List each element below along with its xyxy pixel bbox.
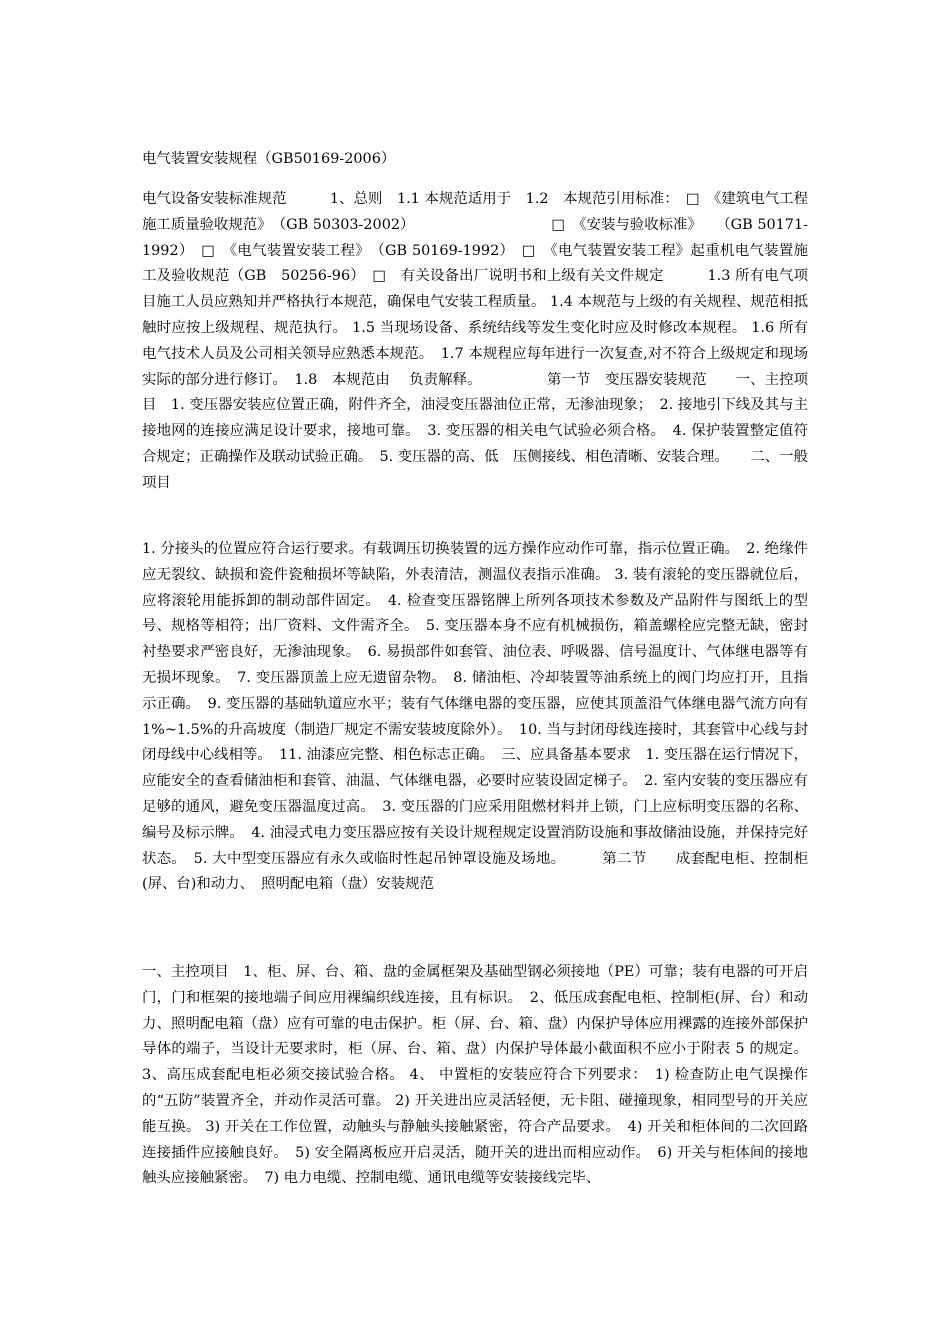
document-title: 电气装置安装规程（GB50169-2006） — [142, 151, 396, 167]
paragraph-switchgear-main-items: 一、主控项目 1、柜、屏、台、箱、盘的金属框架及基础型钢必须接地（PE）可靠；装有电器的可开启门，门和框架的接地端子间应用裸编织线连接，且有标识。 2、低压成套配电柜、控制柜(屏、台）和动力、照明配电箱（盘）应有可靠的电击保护。柜（屏、台、箱、盘）内保护导体应用裸露的连接外部保护导体的端子，当设计无要求时，柜（屏、台、箱、盘）内保护导体最小截面积不应小于附表 5 的规定。 3、高压成套配电柜必须交接试验合格。 4、 中置柜的安装应符合下列要求： 1) 检查防止电气误操作的“五防”装置齐全，并动作灵活可靠。 2) 开关进出应灵活轻便，无卡阻、碰撞现象，相同型号的开关应能互换。 3) 开关在工作位置，动触头与静触头接触紧密，符合产品要求。 4) 开关和柜体间的二次回路连接插件应接触良好。 5) 安全隔离板应开启灵活，随开关的进出而相应动作。 6) 开关与柜体间的接地触头应接触紧密。 7) 电力电缆、控制电缆、通讯电缆等安装接线完毕、 — [142, 964, 808, 1187]
paragraph-general-and-transformer-main: 电气设备安装标准规范 1、总则 1.1 本规范适用于 1.2 本规范引用标准： □ 《建筑电气工程施工质量验收规范》 （GB 50303-2002） □ 《安装与验收标准》 （GB 50171-1992） □ 《电气装置安装工程》 （GB 50169-1992） □ 《电气装置安装工程》起重机电气装置施工及验收规范（GB 50256-96） □ 有关设备出厂说明书和上级有关文件规定 1.3 所有电气项目施工人员应熟知并严格执行本规范，确保电气安装工程质量。 1.4 本规范与上级的有关规程、规范相抵触时应按上级规程、规范执行。 1.5 当现场设备、系统结线等发生变化时应及时修改本规程。 1.6 所有电气技术人员及公司相关领导应熟悉本规范。 1.7 本规程应每年进行一次复查,对不符合上级规定和现场实际的部分进行修订。 1.8 本规范由 负责解释。 第一节 变压器安装规范 一、主控项目 1. 变压器安装应位置正确，附件齐全，油浸变压器油位正常，无渗油现象； 2. 接地引下线及其与主接地网的连接应满足设计要求，接地可靠。 3. 变压器的相关电气试验必须合格。 4. 保护装置整定值符合规定；正确操作及联动试验正确。 5. 变压器的高、低 压侧接线、相色清晰、安装合理。 二、一般项目 — [142, 191, 808, 491]
paragraph-transformer-general-items: 1. 分接头的位置应符合运行要求。有载调压切换装置的远方操作应动作可靠，指示位置正确。 2. 绝缘件应无裂纹、缺损和瓷件瓷釉损坏等缺陷，外表清洁，测温仪表指示准确。 3. 装有滚轮的变压器就位后，应将滚轮用能拆卸的制动部件固定。 4. 检查变压器铭牌上所列各项技术参数及产品附件与图纸上的型号、规格等相符；出厂资料、文件需齐全。 5. 变压器本身不应有机械损伤，箱盖螺栓应完整无缺，密封衬垫要求严密良好，无渗油现象。 6. 易损部件如套管、油位表、呼吸器、信号温度计、气体继电器等有无损坏现象。 7. 变压器顶盖上应无遗留杂物。 8. 储油柜、冷却装置等油系统上的阀门均应打开，且指示正确。 9. 变压器的基础轨道应水平；装有气体继电器的变压器，应使其顶盖沿气体继电器气流方向有 1%~1.5%的升高坡度（制造厂规定不需安装坡度除外）。 10. 当与封闭母线连接时，其套管中心线与封闭母线中心线相等。 11. 油漆应完整、相色标志正确。 三、应具备基本要求 1. 变压器在运行情况下，应能安全的查看储油柜和套管、油温、气体继电器，必要时应装设固定梯子。 2. 室内安装的变压器应有足够的通风，避免变压器温度过高。 3. 变压器的门应采用阻燃材料并上锁，门上应标明变压器的名称、编号及标示牌。 4. 油浸式电力变压器应按有关设计规程规定设置消防设施和事故储油设施，并保持完好状态。 5. 大中型变压器应有永久或临时性起吊钟罩设施及场地。 第二节 成套配电柜、控制柜(屏、台)和动力、 照明配电箱（盘）安装规范 — [142, 541, 808, 893]
